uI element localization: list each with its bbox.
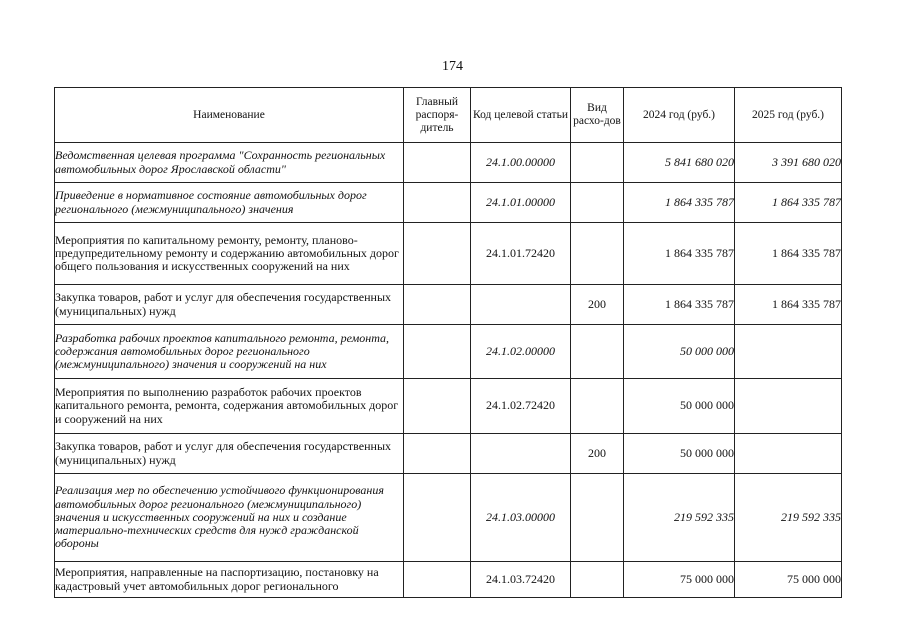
- row-type-cell: [571, 325, 624, 379]
- header-manager: Главный распоря-дитель: [404, 88, 471, 143]
- row-2025-cell: 1 864 335 787: [735, 223, 842, 285]
- row-2024-cell: 50 000 000: [624, 434, 735, 474]
- table-header-row: [55, 88, 842, 143]
- row-manager-cell: [404, 285, 471, 325]
- row-code-cell: 24.1.00.00000: [471, 143, 571, 183]
- table-row: [55, 325, 842, 379]
- table-row: [55, 562, 842, 598]
- table-row: [55, 434, 842, 474]
- header-type: Вид расхо-дов: [571, 88, 624, 143]
- row-2025-cell: [735, 434, 842, 474]
- row-manager-cell: [404, 143, 471, 183]
- row-name-cell: Мероприятия, направленные на паспортизацию, постановку на кадастровый учет автомобильных дорог регионального: [55, 562, 404, 598]
- row-manager-cell: [404, 223, 471, 285]
- row-2025-cell: [735, 325, 842, 379]
- header-code: Код целевой статьи: [471, 88, 571, 143]
- row-code-cell: 24.1.02.00000: [471, 325, 571, 379]
- row-code-cell: 24.1.03.00000: [471, 474, 571, 562]
- row-manager-cell: [404, 183, 471, 223]
- row-type-cell: 200: [571, 434, 624, 474]
- row-type-cell: 200: [571, 285, 624, 325]
- row-type-cell: [571, 474, 624, 562]
- row-2024-cell: 5 841 680 020: [624, 143, 735, 183]
- row-2025-cell: [735, 379, 842, 434]
- row-manager-cell: [404, 562, 471, 598]
- row-2025-cell: 75 000 000: [735, 562, 842, 598]
- row-2024-cell: 50 000 000: [624, 379, 735, 434]
- row-2024-cell: 75 000 000: [624, 562, 735, 598]
- row-manager-cell: [404, 325, 471, 379]
- row-name-cell: Закупка товаров, работ и услуг для обеспечения государственных (муниципальных) нужд: [55, 434, 404, 474]
- row-name-cell: Разработка рабочих проектов капитального ремонта, ремонта, содержания автомобильных дорог регионального (межмуниципального) значения и сооружений на них: [55, 325, 404, 379]
- table-row: [55, 474, 842, 562]
- row-2024-cell: 219 592 335: [624, 474, 735, 562]
- budget-table: [54, 87, 842, 598]
- row-code-cell: 24.1.01.72420: [471, 223, 571, 285]
- row-code-cell: [471, 285, 571, 325]
- row-name-cell: Закупка товаров, работ и услуг для обеспечения государственных (муниципальных) нужд: [55, 285, 404, 325]
- table-row: [55, 379, 842, 434]
- row-2025-cell: 219 592 335: [735, 474, 842, 562]
- row-type-cell: [571, 183, 624, 223]
- row-name-cell: Приведение в нормативное состояние автомобильных дорог регионального (межмуниципального) значения: [55, 183, 404, 223]
- table-row: [55, 143, 842, 183]
- row-name-cell: Ведомственная целевая программа "Сохранность региональных автомобильных дорог Ярославской области": [55, 143, 404, 183]
- row-2025-cell: 1 864 335 787: [735, 285, 842, 325]
- table-row: [55, 183, 842, 223]
- row-type-cell: [571, 379, 624, 434]
- header-2024: 2024 год (руб.): [624, 88, 735, 143]
- header-2025: 2025 год (руб.): [735, 88, 842, 143]
- row-name-cell: Мероприятия по выполнению разработок рабочих проектов капитального ремонта, ремонта, содержания автомобильных дорог и сооружений на них: [55, 379, 404, 434]
- row-type-cell: [571, 562, 624, 598]
- row-type-cell: [571, 223, 624, 285]
- row-2024-cell: 50 000 000: [624, 325, 735, 379]
- row-manager-cell: [404, 474, 471, 562]
- row-name-cell: Мероприятия по капитальному ремонту, ремонту, планово-предупредительному ремонту и содержанию автомобильных дорог общего пользования и искусственных сооружений на них: [55, 223, 404, 285]
- row-code-cell: 24.1.03.72420: [471, 562, 571, 598]
- row-2024-cell: 1 864 335 787: [624, 183, 735, 223]
- row-type-cell: [571, 143, 624, 183]
- row-2025-cell: 3 391 680 020: [735, 143, 842, 183]
- header-name: Наименование: [55, 88, 404, 143]
- row-manager-cell: [404, 379, 471, 434]
- row-code-cell: [471, 434, 571, 474]
- row-code-cell: 24.1.01.00000: [471, 183, 571, 223]
- row-name-cell: Реализация мер по обеспечению устойчивого функционирования автомобильных дорог регионального (межмуниципального) значения и искусственных сооружений на них и создание материально-технических средств для нужд гражданской обороны: [55, 474, 404, 562]
- table-row: [55, 223, 842, 285]
- page-number: 174: [442, 59, 463, 74]
- row-2024-cell: 1 864 335 787: [624, 223, 735, 285]
- row-2024-cell: 1 864 335 787: [624, 285, 735, 325]
- row-code-cell: 24.1.02.72420: [471, 379, 571, 434]
- row-2025-cell: 1 864 335 787: [735, 183, 842, 223]
- row-manager-cell: [404, 434, 471, 474]
- table-row: [55, 285, 842, 325]
